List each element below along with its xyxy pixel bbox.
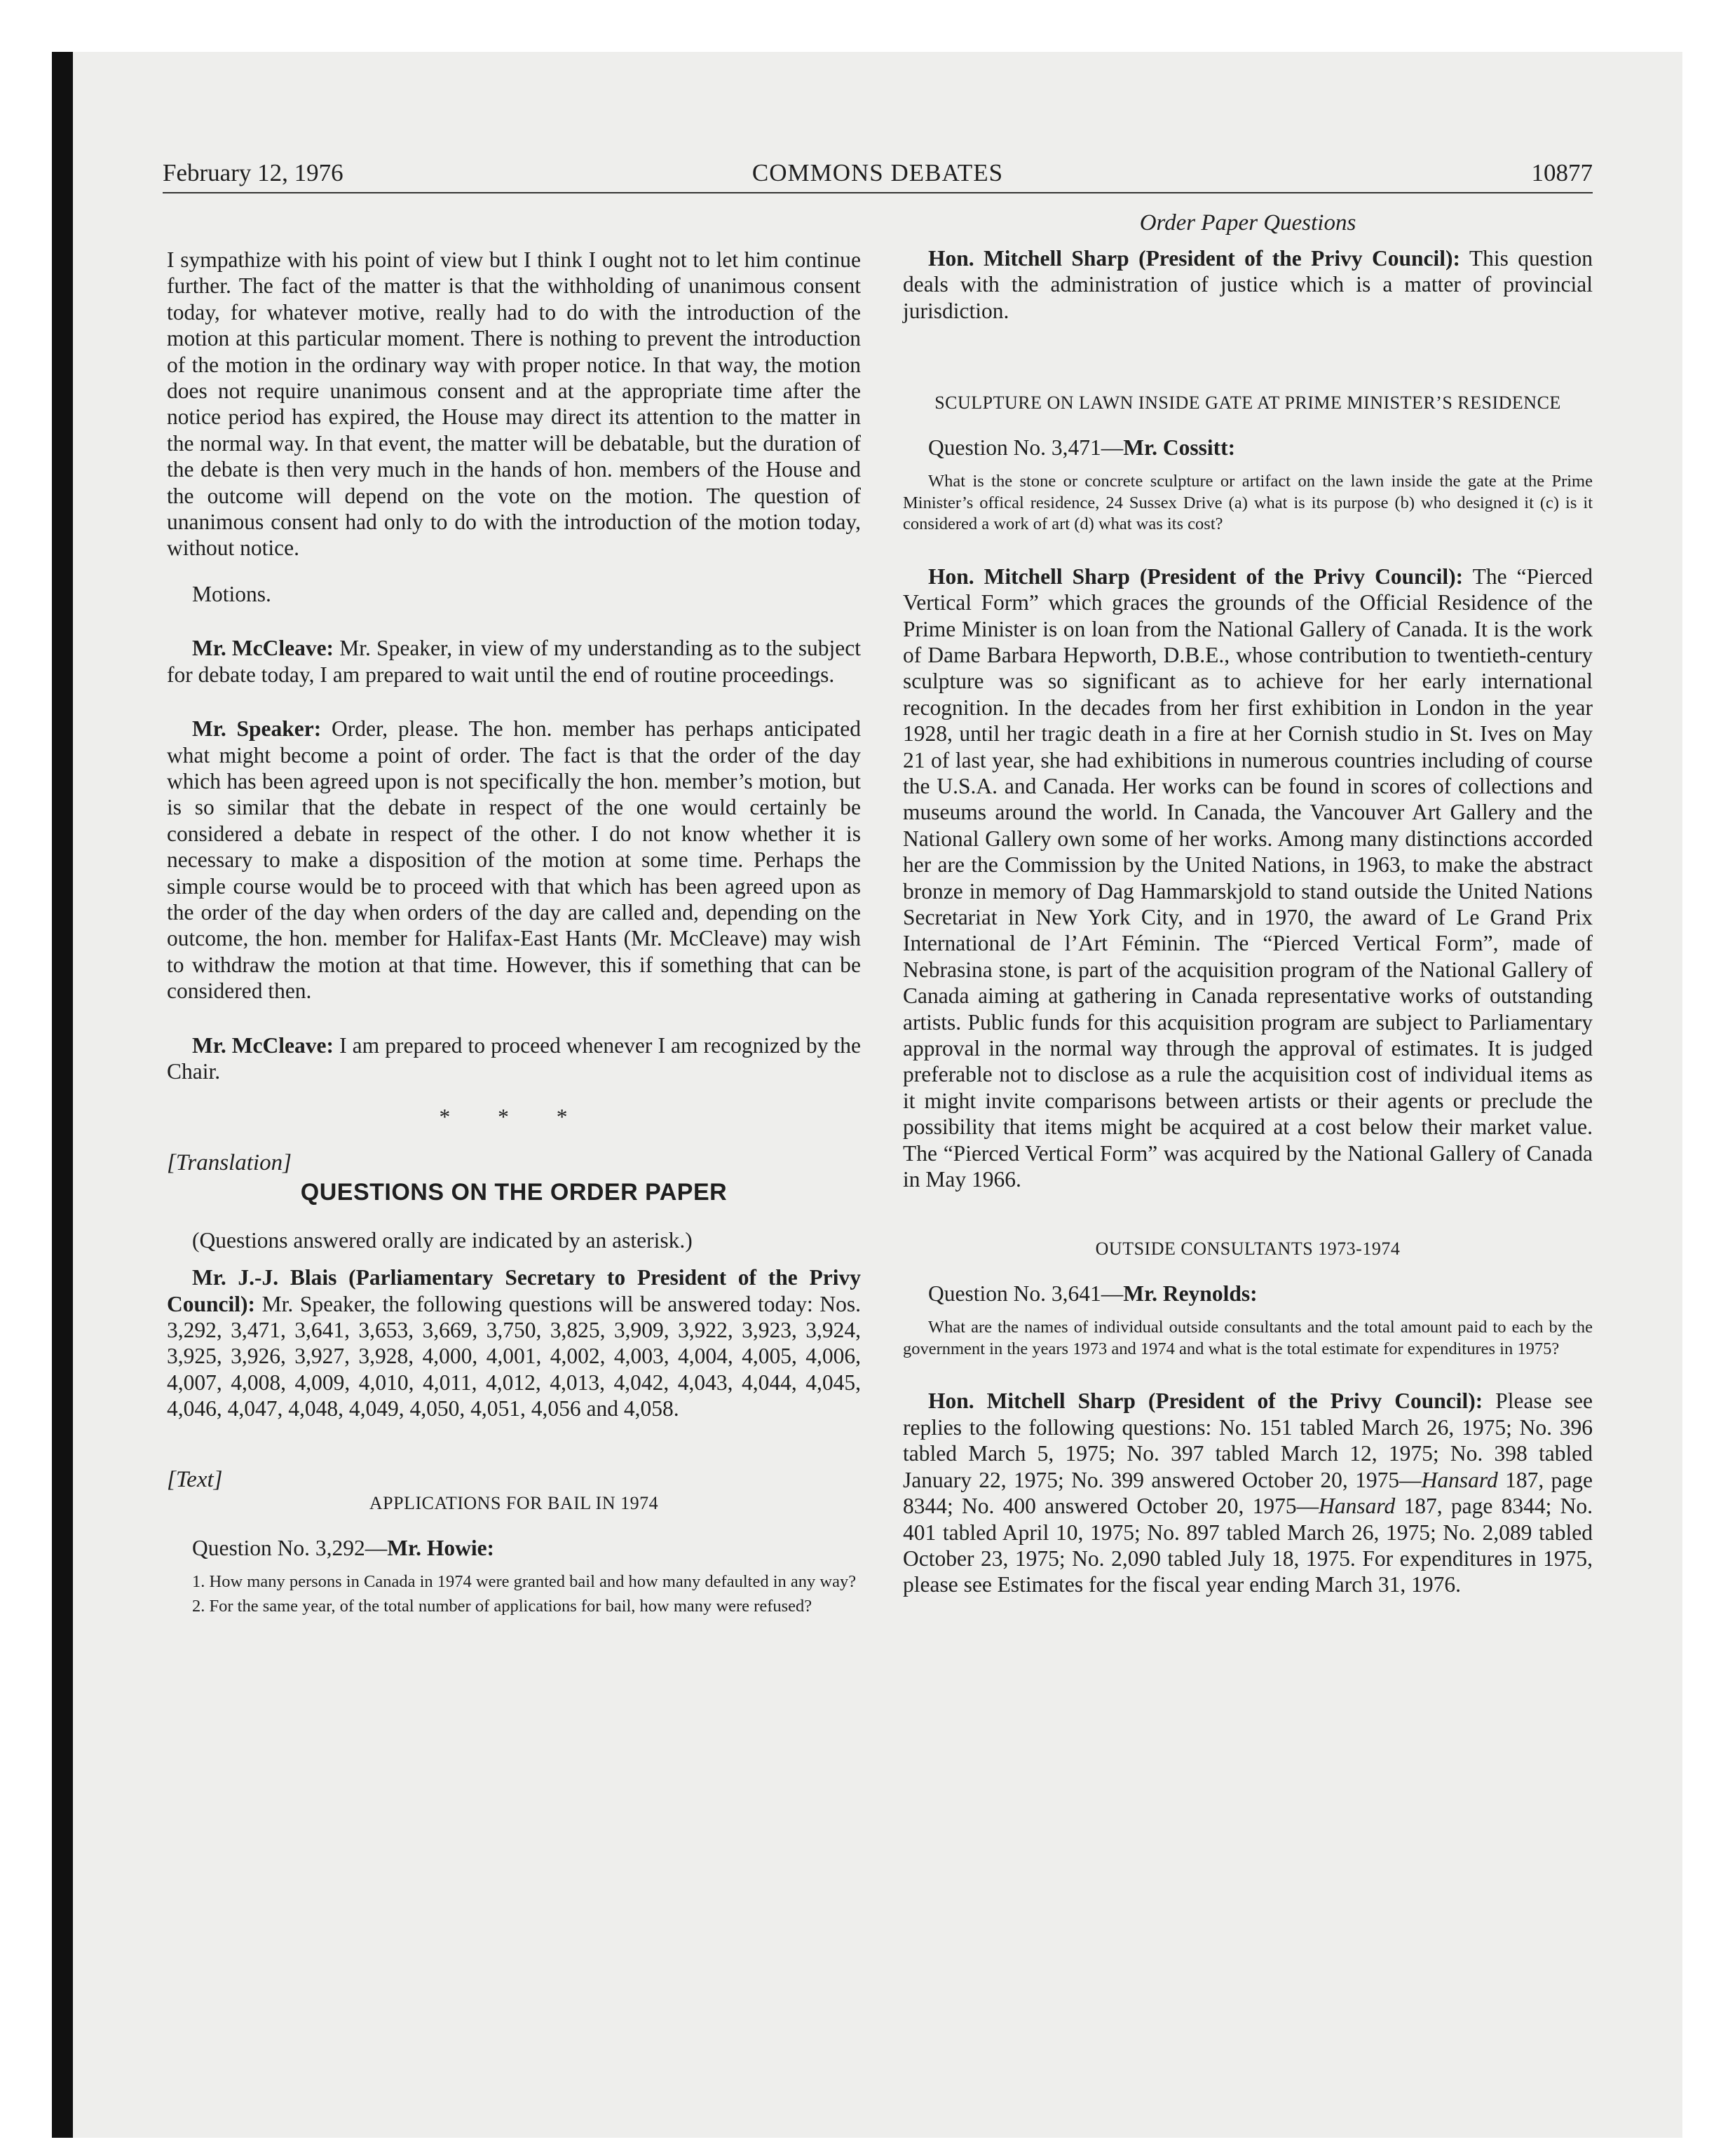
scan-edge-shadow — [52, 52, 73, 2138]
page-header — [163, 157, 1593, 193]
question-3641-label — [903, 1281, 1593, 1307]
speaker-name: Hon. Mitchell Sharp (President of the Privy Council): — [928, 246, 1461, 271]
member-name: Mr. Reynolds: — [1123, 1281, 1258, 1306]
question-number: Question No. 3,292— — [192, 1536, 388, 1561]
question-3471-text: What is the stone or concrete sculpture or artifact on the lawn inside the gate at the Prime Minister’s offical residence, 24 Sussex Drive (a) what is its purpose (b) who designed it (c) is it considered a work of art (d) what was its cost? — [903, 472, 1593, 534]
hansard-reference: Hansard — [1421, 1467, 1498, 1492]
sharp-answer-3 — [903, 1388, 1593, 1597]
section-title: QUESTIONS ON THE ORDER PAPER — [300, 1178, 728, 1206]
order-paper-note: (Questions answered orally are indicated by an asterisk.) — [192, 1227, 693, 1253]
question-number: Question No. 3,471— — [928, 435, 1124, 460]
remark-text: This question deals with the administration of justice which is a matter of provincial jurisdiction. — [903, 246, 1593, 323]
mccleave-remark-1 — [167, 635, 861, 688]
question-3292-item-2: 2. For the same year, of the total number of applications for bail, how many were refused? — [192, 1596, 812, 1616]
question-number: Question No. 3,641— — [928, 1281, 1124, 1306]
remark-text: Order, please. The hon. member has perhaps anticipated what might become a point of order. The fact is that the order of the day which has been agreed upon is not specifically the hon. member’s motion, but is so similar that the debate in respect of the one would certainly be considered a debate in respect of the other. I do not know whether it is necessary to make a disposition of the motion at some time. Perhaps the simple course would be to proceed with that which has been agreed upon as the order of the day when orders of the day are called and, depending on the outcome, the hon. member for Halifax-East Hants (Mr. McCleave) may wish to withdraw the motion at that time. However, this if something that can be considered then. — [167, 716, 861, 1004]
translation-tag: [Translation] — [167, 1150, 292, 1176]
speaker-name: Mr. McCleave: — [192, 636, 334, 661]
header-title: COMMONS DEBATES — [751, 159, 1004, 186]
member-name: Mr. Cossitt: — [1123, 435, 1236, 460]
remark-text: Please see replies to the following questions: No. 151 tabled March 26, 1975; No. 396 tabled March 5, 1975; No. 397 tabled March 12, 1975; No. 398 tabled January 22, 1975; No. 399 answered October 20, 1975— — [903, 1389, 1593, 1492]
bail-heading: APPLICATIONS FOR BAIL IN 1974 — [369, 1493, 659, 1514]
question-3471-label — [903, 435, 1593, 461]
speaker-name: Mr. Speaker: — [192, 716, 322, 742]
right-column — [903, 207, 1593, 1598]
question-3641-text: What are the names of individual outside consultants and the total amount paid to each by the government in the years 1973 and 1974 and what is the total estimate for expenditures in 1975? — [903, 1318, 1593, 1358]
running-head: Order Paper Questions — [1139, 210, 1356, 236]
remark-text: Mr. Speaker, in view of my understanding as to the subject for debate today, I am prepared to wait until the end of routine proceedings. — [167, 636, 861, 687]
speaker-ruling — [167, 716, 861, 1004]
speaker-name: Mr. McCleave: — [192, 1032, 334, 1058]
sharp-answer-2 — [903, 564, 1593, 1193]
header-page-number: 10877 — [1531, 159, 1593, 186]
left-column — [167, 247, 861, 1617]
header-date: February 12, 1976 — [163, 159, 343, 186]
speaker-name: Hon. Mitchell Sharp (President of the Privy Council): — [928, 1389, 1483, 1414]
remark-text: 187, page 8344; No. 400 answered October 20, 1975— — [903, 1467, 1593, 1519]
hansard-reference: Hansard — [1319, 1494, 1396, 1519]
remark-text: 187, page 8344; No. 401 tabled April 10, 1975; No. 897 tabled March 26, 1975; No. 2,089 tabled October 23, 1975; No. 2,090 tabled July 18, 1975. For expenditures in 1975, please see Estimates for the fiscal year ending March 31, 1976. — [903, 1494, 1593, 1597]
member-name: Mr. Howie: — [387, 1536, 495, 1561]
remark-text: Mr. Speaker, the following questions will be answered today: Nos. 3,292, 3,471, 3,641, 3,653, 3,669, 3,750, 3,825, 3,909, 3,922, 3,923, 3,924, 3,925, 3,926, 3,927, 3,928, 4,000, 4,001, 4,002, 4,003, 4,004, 4,005, 4,006, 4,007, 4,008, 4,009, 4,010, 4,011, 4,012, 4,013, 4,042, 4,043, 4,044, 4,045, 4,046, 4,047, 4,048, 4,049, 4,050, 4,051, 4,056 and 4,058. — [167, 1291, 861, 1421]
consultants-heading: OUTSIDE CONSULTANTS 1973-1974 — [1095, 1239, 1401, 1260]
remark-text: I am prepared to proceed whenever I am recognized by the Chair. — [167, 1032, 861, 1084]
remark-text: The “Pierced Vertical Form” which graces the grounds of the Official Residence of the Prime Minister is on loan from the National Gallery of Canada. It is the work of Dame Barbara Hepworth, D.B.E., whose contribution to twentieth-century sculpture was so significant as to achieve for her early international recognition. In the decades from her first exhibition in London in the year 1928, until her tragic death in a fire at her Cornish studio in St. Ives on May 21 of last year, she had exhibitions in numerous countries including of course the U.S.A. and Canada. Her works can be found in scores of collections and museums around the world. In Canada, the Vancouver Art Gallery and the National Gallery own some of her works. Among many distinctions accorded her are the Commission by the United Nations, in 1963, to make the abstract bronze in memory of Dag Hammarskjold to stand outside the United Nations Secretariat in New York City, and in 1970, the award of Le Grand Prix International de l’Art Féminin. The “Pierced Vertical Form”, made of Nebrasina stone, is part of the acquisition program of the National Gallery of Canada aiming at gathering in Canada representative works of outstanding artists. Public funds for this acquisition program are subject to Parliamentary approval in the normal way through the approval of estimates. It is judged preferable not to disclose as a rule the acquisition cost of individual items as it might invite comparisons between artists or their agents or preclude the possibility that items might be acquired at a cost below their market value. The “Pierced Vertical Form” was acquired by the National Gallery of Canada in May 1966. — [903, 564, 1593, 1192]
mccleave-remark-2 — [167, 1032, 861, 1085]
motions-heading: Motions. — [192, 581, 271, 606]
speaker-name: Hon. Mitchell Sharp (President of the Privy Council): — [928, 564, 1464, 589]
speaker-name: Mr. J.-J. Blais (Parliamentary Secretary to President of the Privy Council): — [167, 1265, 861, 1316]
sculpture-heading: SCULPTURE ON LAWN INSIDE GATE AT PRIME MINISTER’S RESIDENCE — [934, 393, 1561, 414]
text-tag: [Text] — [167, 1466, 223, 1492]
section-separator: * * * — [439, 1105, 589, 1130]
blais-statement — [167, 1264, 861, 1421]
question-3292-label — [167, 1535, 861, 1562]
sharp-answer-1 — [903, 245, 1593, 324]
question-3292-item-1: 1. How many persons in Canada in 1974 were granted bail and how many defaulted in any way? — [192, 1572, 857, 1592]
paragraph-speaker-continued: I sympathize with his point of view but I think I ought not to let him continue further. The fact of the matter is that the withholding of unanimous consent today, for whatever motive, really had to do with the introduction of the motion at this particular moment. There is nothing to prevent the introduction of the motion in the ordinary way with proper notice. In that way, the motion does not require unanimous consent and at the appropriate time after the notice period has expired, the House may direct its attention to the matter in the normal way. In that event, the matter will be debatable, but the duration of the debate is then very much in the hands of hon. members of the House and the outcome will depend on the vote on the motion. The question of unanimous consent had only to do with the introduction of the motion today, without notice. — [167, 247, 861, 561]
